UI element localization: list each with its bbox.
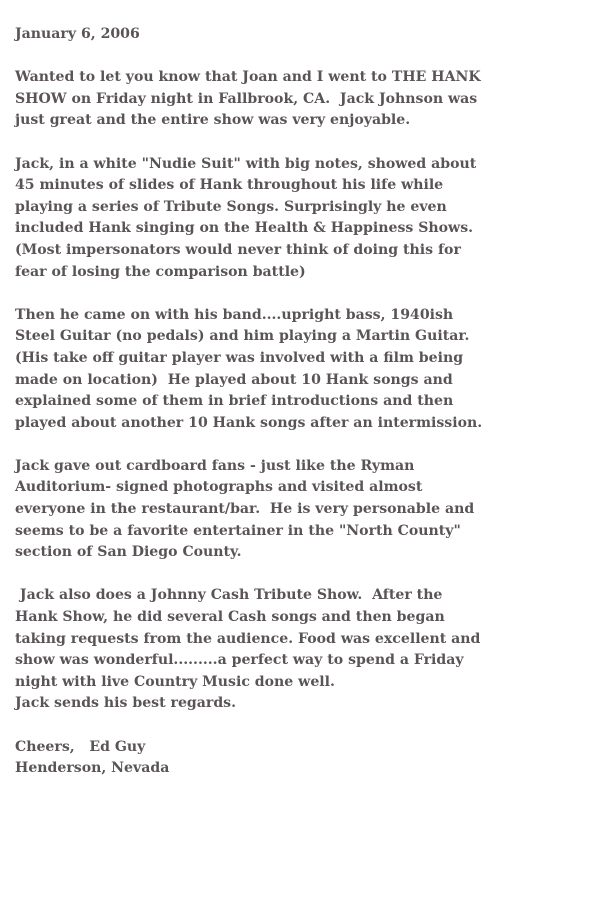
blank-line bbox=[15, 434, 605, 456]
paragraph-5-line-6: Jack sends his best regards. bbox=[15, 695, 237, 712]
paragraph-2-line-3: playing a series of Tribute Songs. Surprisingly he even bbox=[15, 198, 447, 215]
letter-location: Henderson, Nevada bbox=[15, 760, 170, 777]
paragraph-2-line-6: fear of losing the comparison battle) bbox=[15, 263, 306, 280]
paragraph-5-line-5: night with live Country Music done well. bbox=[15, 673, 335, 690]
paragraph-4-line-1: Jack gave out cardboard fans - just like the Ryman bbox=[15, 457, 415, 474]
paragraph-1-line-2: SHOW on Friday night in Fallbrook, CA. Jack Johnson was bbox=[15, 90, 478, 107]
paragraph-1-line-1: Wanted to let you know that Joan and I went to THE HANK bbox=[15, 69, 481, 86]
paragraph-3-line-1: Then he came on with his band....upright bass, 1940ish bbox=[15, 306, 454, 323]
letter-closing: Cheers, Ed Guy bbox=[15, 738, 146, 755]
paragraph-2-line-1: Jack, in a white "Nudie Suit" with big notes, showed about bbox=[15, 155, 477, 172]
blank-line bbox=[15, 715, 605, 737]
paragraph-3-line-6: played about another 10 Hank songs after an intermission. bbox=[15, 414, 483, 431]
paragraph-2-line-5: (Most impersonators would never think of doing this for bbox=[15, 241, 461, 258]
paragraph-4-line-5: section of San Diego County. bbox=[15, 544, 242, 561]
paragraph-5-line-2: Hank Show, he did several Cash songs and then began bbox=[15, 609, 445, 626]
blank-line bbox=[15, 46, 605, 68]
paragraph-3-line-5: explained some of them in brief introductions and then bbox=[15, 393, 454, 410]
paragraph-5-line-3: taking requests from the audience. Food was excellent and bbox=[15, 630, 481, 647]
paragraph-4-line-2: Auditorium- signed photographs and visited almost bbox=[15, 479, 423, 496]
paragraph-3-line-3: (His take off guitar player was involved with a film being bbox=[15, 349, 464, 366]
blank-line bbox=[15, 564, 605, 586]
paragraph-5-line-4: show was wonderful.........a perfect way to spend a Friday bbox=[15, 652, 464, 669]
paragraph-2-line-2: 45 minutes of slides of Hank throughout his life while bbox=[15, 177, 444, 194]
paragraph-1-line-3: just great and the entire show was very enjoyable. bbox=[15, 112, 411, 129]
paragraph-2-line-4: included Hank singing on the Health & Happiness Shows. bbox=[15, 220, 474, 237]
blank-line bbox=[15, 132, 605, 154]
paragraph-3-line-2: Steel Guitar (no pedals) and him playing a Martin Guitar. bbox=[15, 328, 470, 345]
letter-body bbox=[15, 24, 605, 780]
letter-date: January 6, 2006 bbox=[15, 26, 140, 42]
paragraph-5-line-1: Jack also does a Johnny Cash Tribute Show. After the bbox=[15, 587, 443, 604]
paragraph-4-line-4: seems to be a favorite entertainer in the "North County" bbox=[15, 522, 461, 539]
paragraph-3-line-4: made on location) He played about 10 Hank songs and bbox=[15, 371, 453, 388]
paragraph-4-line-3: everyone in the restaurant/bar. He is very personable and bbox=[15, 501, 475, 518]
blank-line bbox=[15, 283, 605, 305]
